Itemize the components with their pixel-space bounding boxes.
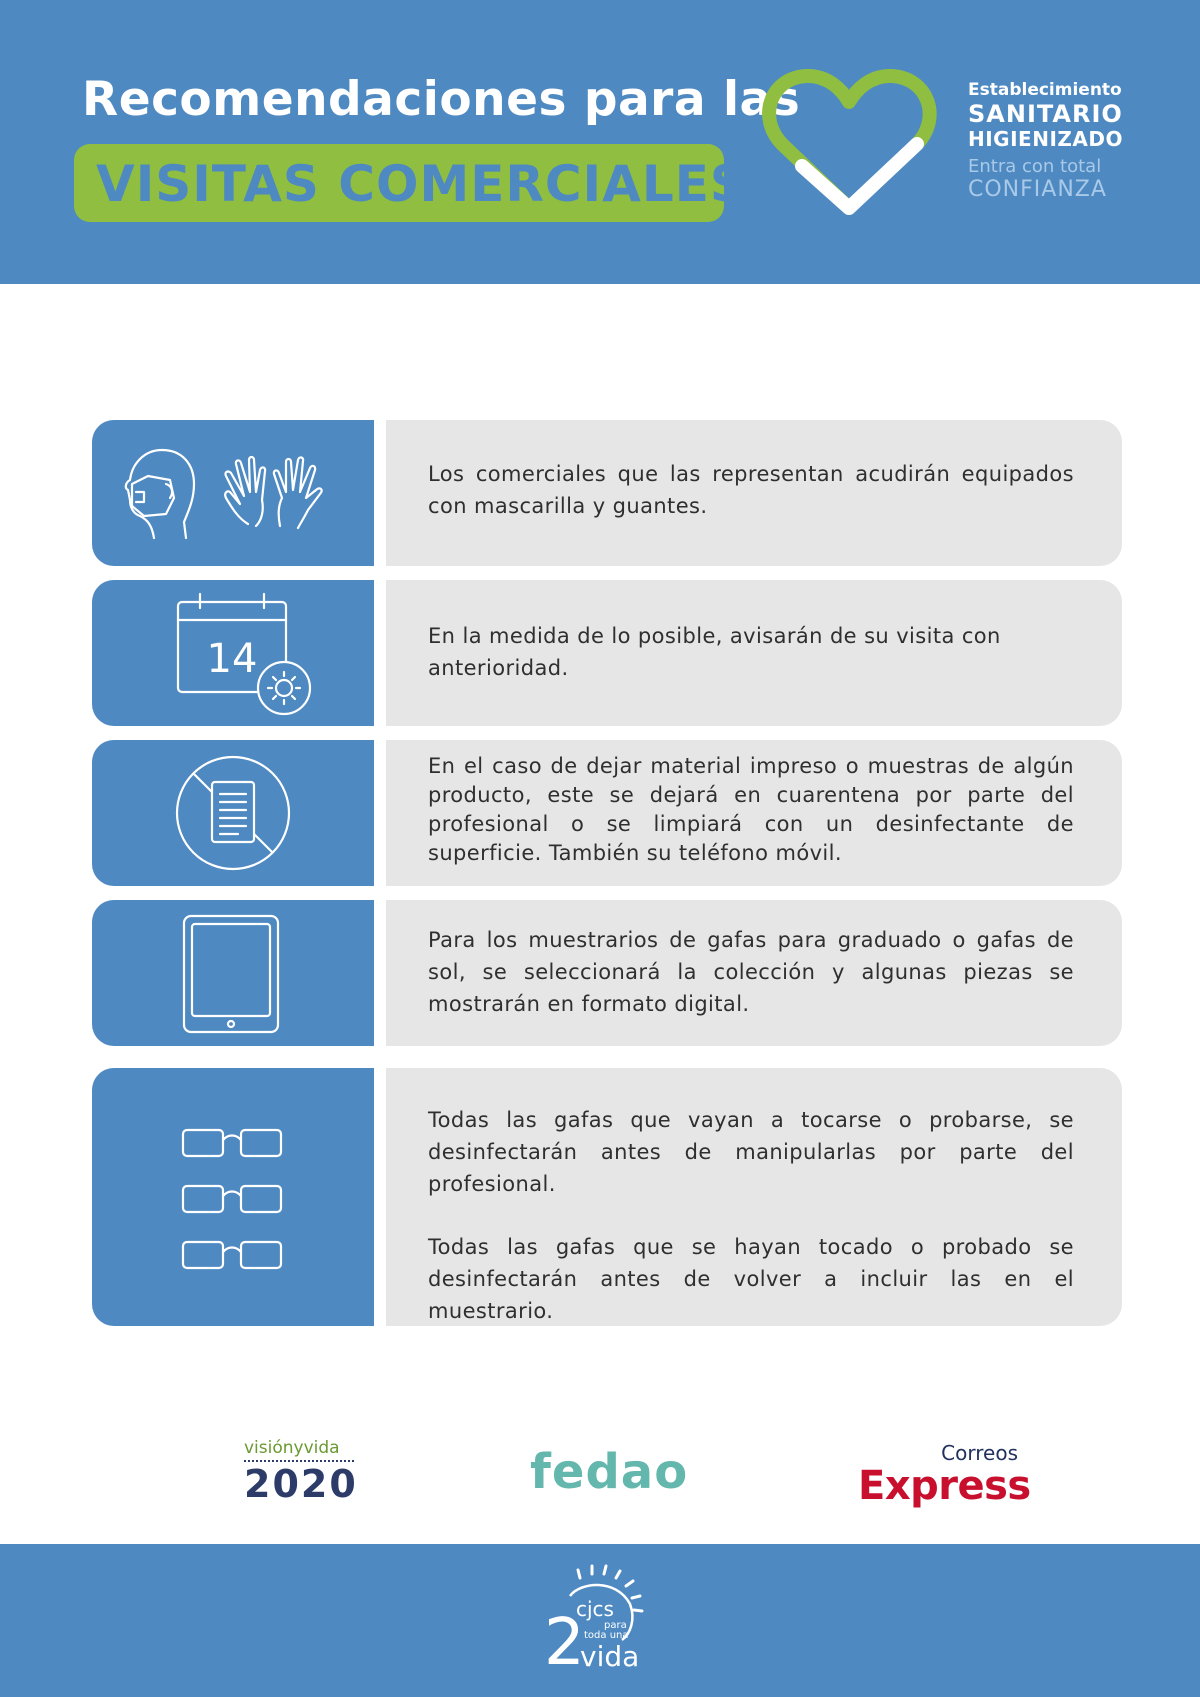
correos-express-logo: [858, 1441, 1031, 1509]
cjcs-para-toda-una-vida-logo: [540, 1564, 660, 1676]
vision-y-vida-logo: [244, 1438, 358, 1506]
heart-icon: [762, 66, 937, 216]
calendar-day: 14: [206, 636, 258, 682]
card-text-panel: [386, 1068, 1122, 1326]
mask-and-gloves-icon: [114, 434, 354, 552]
card-icon-panel: [92, 580, 374, 726]
no-document-icon: [172, 752, 294, 874]
recommendation-card: [92, 1068, 1122, 1326]
footer-logo-toda-una: toda una: [584, 1630, 629, 1641]
footer-logo-vida: vida: [580, 1640, 640, 1673]
badge-line-4: Entra con total: [968, 156, 1102, 177]
recommendation-card: [92, 580, 1122, 726]
fedao-logo: fedao: [530, 1444, 689, 1500]
card-icon-panel: [92, 900, 374, 1046]
recommendation-text: Para los muestrarios de gafas para graduado o gafas de sol, se seleccionará la colección y algunas piezas se mostrarán en formato digital.: [428, 928, 1074, 1016]
card-icon-panel: [92, 740, 374, 886]
card-text-panel: [386, 900, 1122, 1046]
badge-line-5: CONFIANZA: [968, 177, 1107, 202]
recommendation-text-secondary: Todas las gafas que se hayan tocado o probado se desinfectarán antes de volver a incluir las en el muestrario.: [428, 1235, 1074, 1323]
card-icon-panel: [92, 420, 374, 566]
recommendation-text: En la medida de lo posible, avisarán de su visita con anterioridad.: [428, 624, 1001, 680]
header-banner: [0, 0, 1200, 284]
tablet-icon: [180, 912, 282, 1036]
correos-express-top: Correos: [941, 1441, 1018, 1465]
page-subtitle: VISITAS COMERCIALES: [96, 155, 747, 213]
correos-express-bottom: Express: [858, 1463, 1031, 1509]
footer-logo-number: 2: [544, 1606, 585, 1676]
recommendation-text: Los comerciales que las representan acudirán equipados con mascarilla y guantes.: [428, 462, 1074, 518]
badge-line-3: HIGIENIZADO: [968, 127, 1123, 151]
vision-y-vida-year: 2020: [244, 1462, 358, 1506]
badge-line-1: Establecimiento: [968, 80, 1122, 100]
footer-banner: [0, 1544, 1200, 1697]
card-icon-panel: [92, 1068, 374, 1326]
sanitized-badge: [968, 80, 1138, 202]
page-title: Recomendaciones para las: [82, 72, 801, 127]
card-text-panel: [386, 740, 1122, 886]
glasses-icon: [180, 1126, 286, 1272]
calendar-virus-icon: [174, 592, 324, 718]
card-text-panel: [386, 580, 1122, 726]
footer-logo-cjcs: cjcs: [576, 1597, 614, 1621]
footer-logo-para: para: [604, 1620, 627, 1631]
vision-y-vida-text: visiónyvida: [244, 1438, 354, 1462]
sponsor-logos: [0, 1430, 1200, 1520]
recommendation-card: [92, 900, 1122, 1046]
badge-line-2: SANITARIO: [968, 100, 1123, 128]
recommendation-text: En el caso de dejar material impreso o muestras de algún producto, este se dejará en cuarentena por parte del profesional o se limpiará con un desinfectante de superficie. También su teléfono móvil.: [428, 754, 1074, 865]
recommendation-card: [92, 740, 1122, 886]
recommendation-card: [92, 420, 1122, 566]
card-text-panel: [386, 420, 1122, 566]
recommendation-text: Todas las gafas que vayan a tocarse o probarse, se desinfectarán antes de manipularlas por parte del profesional.: [428, 1108, 1074, 1196]
